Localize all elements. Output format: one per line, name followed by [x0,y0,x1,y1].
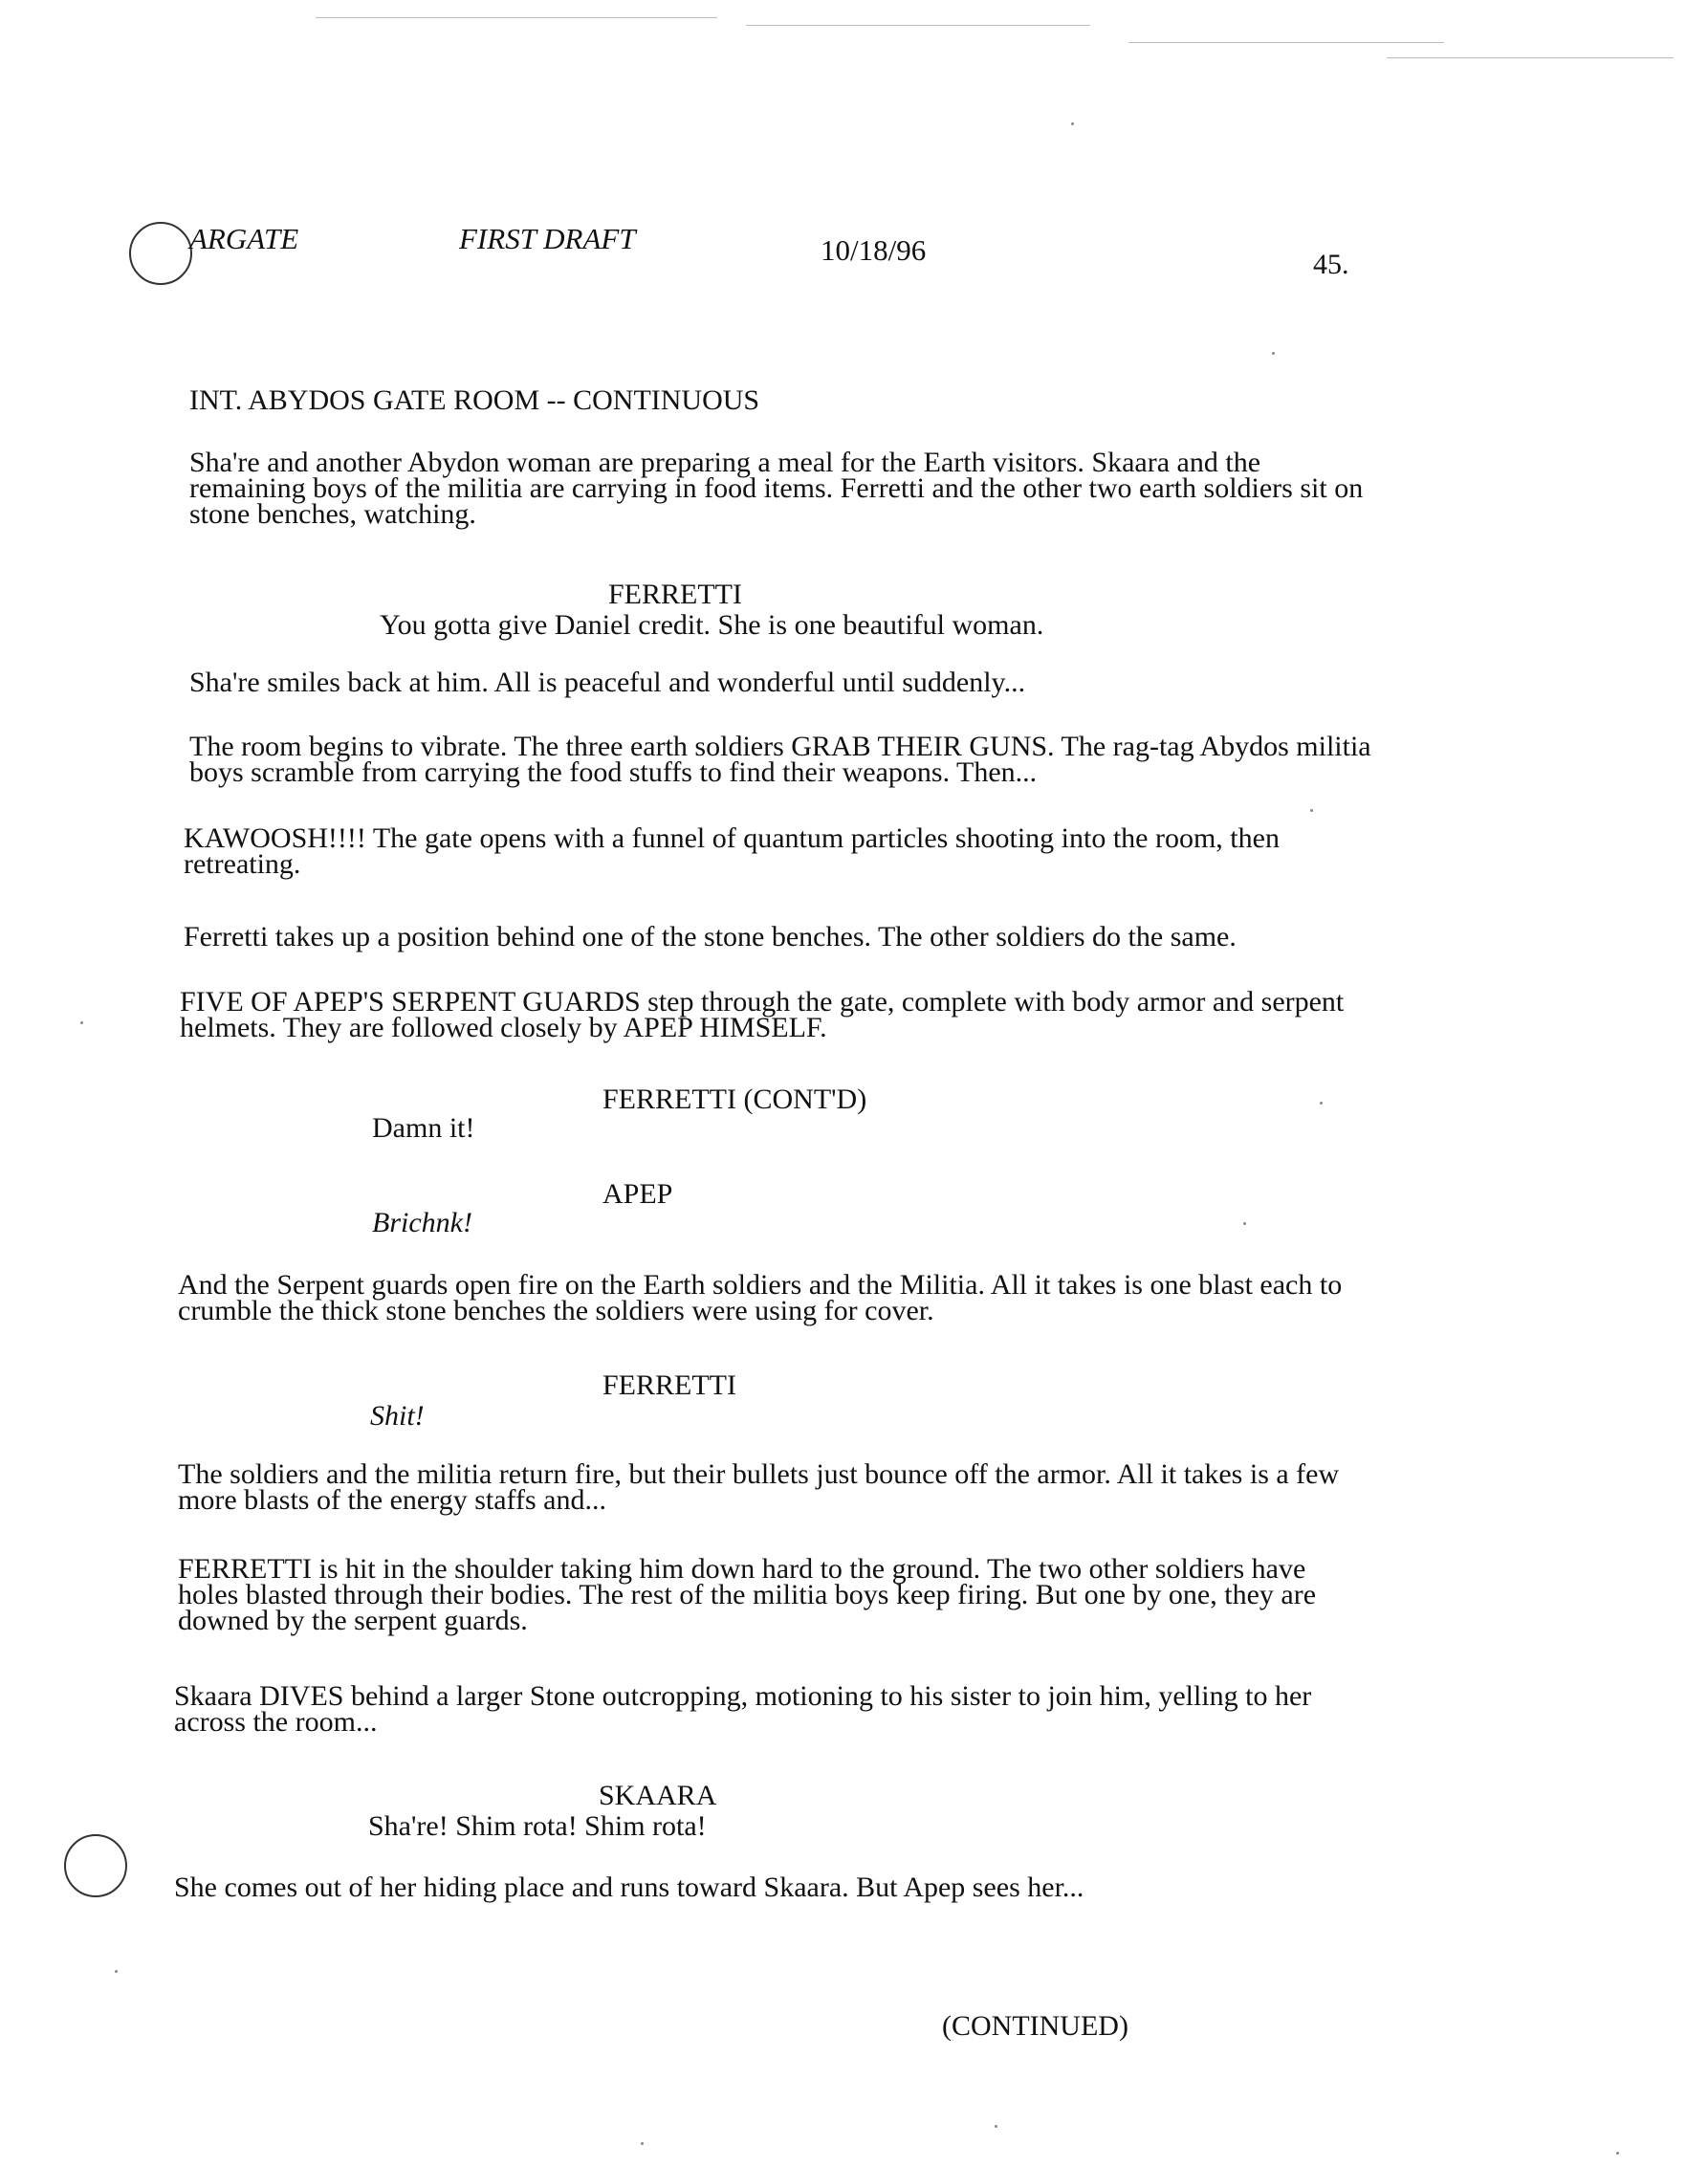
scan-speck [1320,1102,1323,1105]
draft-date: 10/18/96 [821,233,927,267]
punch-hole [64,1834,127,1897]
character-cue: SKAARA [599,1780,717,1811]
scan-artifact-line [316,17,717,18]
script-title: ARGATE [189,222,299,255]
dialogue-line: Shit! [370,1400,425,1432]
scan-speck [641,2142,644,2145]
scan-speck [1272,352,1275,355]
action-paragraph: Skaara DIVES behind a larger Stone outcropping, motioning to his sister to join him, yelling to her across the room... [174,1680,1312,1738]
dialogue-line: Damn it! [372,1112,475,1144]
dialogue-line: Sha're! Shim rota! Shim rota! [368,1810,707,1842]
scan-speck [1310,809,1313,812]
scan-speck [995,2125,997,2128]
scan-speck [1243,1222,1246,1225]
character-cue: FERRETTI [602,1369,736,1401]
scan-speck [80,1021,83,1024]
action-paragraph: KAWOOSH!!!! The gate opens with a funnel of quantum particles shooting into the room, then retreating. [184,822,1280,880]
scan-speck [115,1970,118,1973]
action-paragraph: FIVE OF APEP'S SERPENT GUARDS step through the gate, complete with body armor and serpent helmets. They are followed closely by APEP HIMSELF. [180,986,1345,1043]
action-paragraph: FERRETTI is hit in the shoulder taking him down hard to the ground. The two other soldiers have holes blasted through their bodies. The rest of the militia boys keep firing. But one by one, they are downed by the serpent guards. [178,1553,1317,1636]
action-paragraph: Sha're smiles back at him. All is peaceful and wonderful until suddenly... [189,667,1026,698]
dialogue-line: You gotta give Daniel credit. She is one beautiful woman. [380,609,1044,641]
character-cue: FERRETTI [608,579,742,610]
scan-artifact-line [746,25,1090,26]
page-number: 45. [1313,249,1349,280]
scan-artifact-line [1387,57,1674,58]
scene-heading: INT. ABYDOS GATE ROOM -- CONTINUOUS [189,384,760,416]
continued-marker: (CONTINUED) [942,2010,1128,2042]
punch-hole [129,222,192,285]
action-paragraph: The soldiers and the militia return fire, but their bullets just bounce off the armor. All it takes is a few more blasts of the energy staffs and... [178,1458,1340,1516]
scan-speck [1616,2152,1619,2155]
dialogue-line: Brichnk! [372,1207,472,1238]
draft-label: FIRST DRAFT [459,222,636,255]
character-cue: APEP [602,1178,673,1210]
action-paragraph: And the Serpent guards open fire on the Earth soldiers and the Militia. All it takes is one blast each to crumble the thick stone benches the soldiers were using for cover. [178,1269,1343,1326]
action-paragraph: Ferretti takes up a position behind one of the stone benches. The other soldiers do the same. [184,921,1237,952]
scan-artifact-line [1128,42,1444,43]
action-paragraph: She comes out of her hiding place and runs toward Skaara. But Apep sees her... [174,1872,1084,1903]
scan-speck [1071,122,1074,125]
action-paragraph: Sha're and another Abydon woman are preparing a meal for the Earth visitors. Skaara and the remaining boys of the militia are carrying in food items. Ferretti and the other two earth soldiers sit on stone benches, watching. [189,447,1364,530]
character-cue: FERRETTI (CONT'D) [602,1084,867,1115]
action-paragraph: The room begins to vibrate. The three earth soldiers GRAB THEIR GUNS. The rag-tag Abydos militia boys scramble from carrying the food stuffs to find their weapons. Then... [189,731,1371,788]
